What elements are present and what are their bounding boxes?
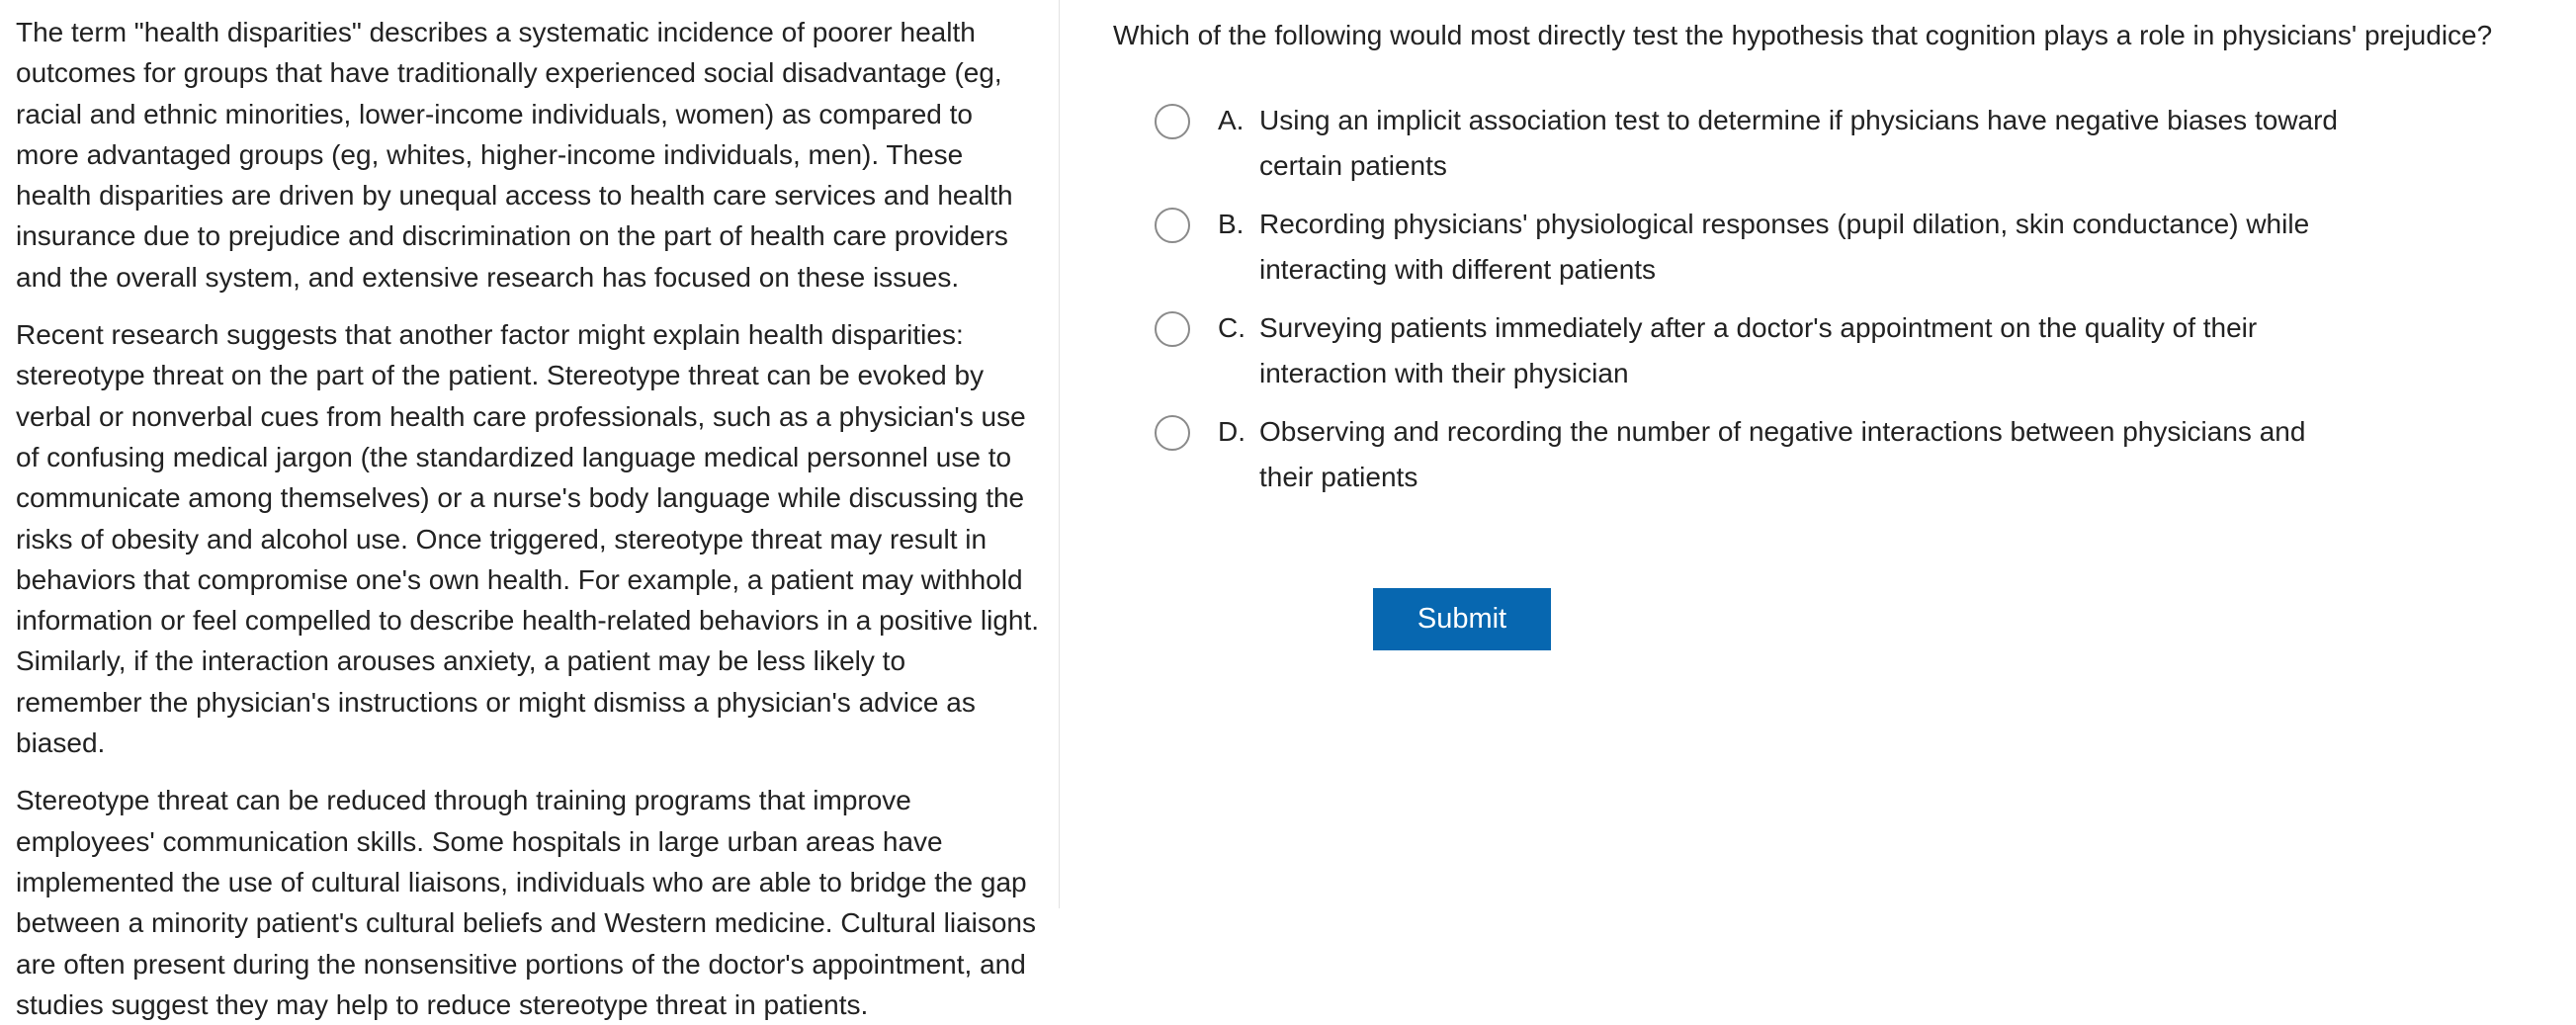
passage-paragraph-1: The term "health disparities" describes a systematic incidence of poorer health outcomes for groups that have traditionally experienced social disadvantage (eg, racial and ethnic minorities, lower-income individuals, women) as compared to more advantaged groups (eg, whites, higher-income individuals, men). These health disparities are driven by unequal access to health care services and health insurance due to prejudice and discrimination on the part of health care providers and the overall system, and extensive research has focused on these issues.: [16, 17, 1013, 293]
option-letter-d: D.: [1218, 416, 1245, 447]
question-pane: [1060, 0, 2576, 908]
answer-option-c[interactable]: [1155, 305, 2556, 396]
passage-paragraph-3: Stereotype threat can be reduced through training programs that improve employees' communication skills. Some hospitals in large urban areas have implemented the use of cultural liaisons, individuals who are able to bridge the gap between a minority patient's cultural beliefs and Western medicine. Cultural liaisons are often present during the nonsensitive portions of the doctor's appointment, and studies suggest they may help to reduce stereotype threat in patients.: [16, 785, 1037, 1020]
option-text-c: Surveying patients immediately after a doctor's appointment on the quality of their interaction with their physician: [1259, 312, 2258, 388]
question-stem: Which of the following would most directly test the hypothesis that cognition plays a role in physicians' prejudice?: [1113, 20, 2493, 50]
radio-button-b[interactable]: [1155, 208, 1190, 243]
answer-option-d[interactable]: [1155, 409, 2556, 500]
submit-button[interactable]: Submit: [1373, 588, 1551, 650]
radio-button-c[interactable]: [1155, 311, 1190, 347]
option-text-b: Recording physicians' physiological responses (pupil dilation, skin conductance) while interacting with different patients: [1259, 209, 2310, 285]
option-letter-a: A.: [1218, 105, 1245, 135]
radio-button-a[interactable]: [1155, 104, 1190, 139]
passage-paragraph-2: Recent research suggests that another factor might explain health disparities: stereotype threat on the part of the patient. Stereotype threat can be evoked by verbal or nonverbal cues from health care professionals, such as a physician's use of confusing medical jargon (the standardized language medical personnel use to communicate among themselves) or a nurse's body language while discussing the risks of obesity and alcohol use. Once triggered, stereotype threat may result in behaviors that compromise one's own health. For example, a patient may withhold information or feel compelled to describe health-related behaviors in a positive light. Similarly, if the interaction arouses anxiety, a patient may be less likely to remember the physician's instructions or might dismiss a physician's advice as biased.: [16, 319, 1040, 759]
option-letter-c: C.: [1218, 312, 1245, 343]
answer-option-a[interactable]: [1155, 98, 2556, 189]
option-text-a: Using an implicit association test to determine if physicians have negative biases toward certain patients: [1259, 105, 2339, 181]
passage-pane: [0, 0, 1060, 1020]
option-letter-b: B.: [1218, 209, 1245, 239]
answer-option-b[interactable]: [1155, 202, 2556, 293]
radio-button-d[interactable]: [1155, 415, 1190, 451]
answer-options: [1155, 98, 2556, 500]
option-text-d: Observing and recording the number of negative interactions between physicians and their patients: [1259, 416, 2306, 492]
